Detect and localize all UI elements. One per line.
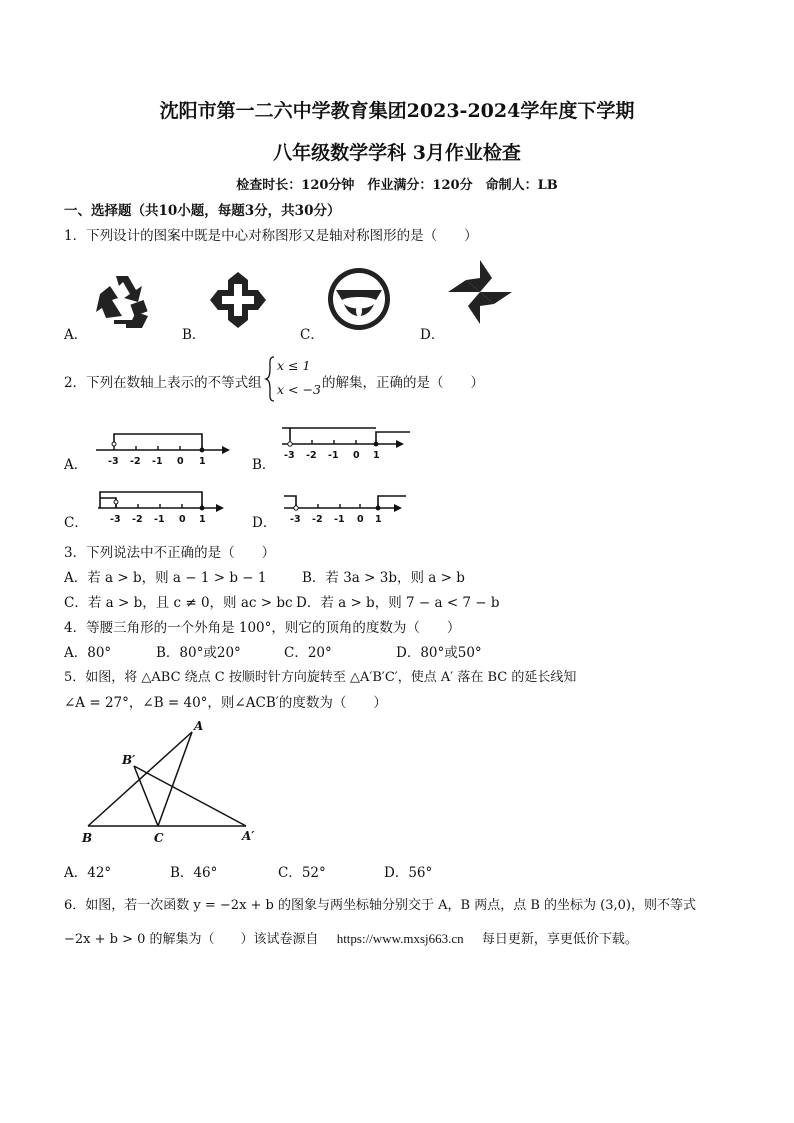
- question-4-stem: 4．等腰三角形的一个外角是 100°，则它的顶角的度数为（ ）: [64, 620, 461, 636]
- q5-option-d: D．56°: [384, 865, 433, 881]
- q4-option-b: B．80°或20°: [156, 645, 241, 661]
- q3-option-a: A．若 a > b，则 a − 1 > b − 1: [64, 570, 267, 586]
- q5-option-c: C．52°: [278, 865, 326, 881]
- number-line-b: [280, 420, 416, 466]
- system-inequality-2: x < −3: [277, 382, 321, 397]
- question-2-stem-post: 的解集，正确的是（ ）: [322, 375, 484, 391]
- q1-option-b: B．: [182, 327, 206, 343]
- number-line-c: [96, 484, 236, 530]
- q2-option-b: B．: [252, 457, 276, 473]
- page-subtitle: 八年级数学学科 3月作业检查: [273, 142, 521, 164]
- question-1-stem: 1．下列设计的图案中既是中心对称图形又是轴对称图形的是（ ）: [64, 228, 478, 244]
- source-url-link[interactable]: https://www.mxsj663.cn: [336, 931, 464, 946]
- question-3-stem: 3．下列说法中不正确的是（ ）: [64, 545, 276, 561]
- q1-option-a: A．: [64, 327, 88, 343]
- q2-option-d: D．: [252, 515, 277, 531]
- q4-option-d: D．80°或50°: [396, 645, 482, 661]
- section-heading: 一、选择题（共10小题，每题3分，共30分）: [64, 203, 341, 219]
- pinwheel-icon: [446, 258, 514, 326]
- recycle-icon: [92, 272, 152, 330]
- question-5-line-2: ∠A = 27°，∠B = 40°，则∠ACB′的度数为（ ）: [64, 695, 387, 711]
- system-brace: [265, 356, 275, 402]
- q5-option-b: B．46°: [170, 865, 218, 881]
- promo-text: 每日更新，享更低价下载。: [481, 932, 638, 947]
- tick-label: -2: [312, 514, 323, 525]
- tick-label: 1: [373, 450, 380, 461]
- triangle-rotation-figure: [80, 718, 270, 850]
- q5-option-a: A．42°: [64, 865, 112, 881]
- question-6-line-2-text: −2x + b > 0 的解集为（ ）该试卷源自: [64, 932, 319, 947]
- question-6-line-1: 6．如图，若一次函数 y = −2x + b 的图象与两坐标轴分别交于 A，B 两点，点 B 的坐标为 (3,0)，则不等式: [64, 898, 696, 913]
- point-label-c: C: [154, 831, 164, 845]
- tick-label: -3: [108, 456, 119, 467]
- tick-label: -3: [284, 450, 295, 461]
- tick-label: -3: [110, 514, 121, 525]
- number-line-d: [282, 484, 416, 530]
- q4-option-c: C．20°: [284, 645, 332, 661]
- q2-option-a: A．: [64, 457, 88, 473]
- tick-label: -2: [306, 450, 317, 461]
- tick-label: 0: [179, 514, 186, 525]
- point-label-a-prime: A′: [242, 829, 255, 843]
- circle-emblem-icon: [326, 266, 392, 332]
- q1-option-c: C．: [300, 327, 324, 343]
- tick-label: -2: [130, 456, 141, 467]
- q4-option-a: A．80°: [64, 645, 112, 661]
- tick-label: 1: [199, 456, 206, 467]
- tick-label: 0: [177, 456, 184, 467]
- tick-label: -1: [328, 450, 339, 461]
- page-title: 沈阳市第一二六中学教育集团2023-2024学年度下学期: [159, 100, 635, 122]
- tick-label: -1: [154, 514, 165, 525]
- tick-label: 0: [357, 514, 364, 525]
- question-2-stem-pre: 2．下列在数轴上表示的不等式组: [64, 375, 262, 391]
- tick-label: -2: [132, 514, 143, 525]
- tick-label: -1: [334, 514, 345, 525]
- q2-option-c: C．: [64, 515, 88, 531]
- point-label-b: B: [82, 831, 93, 845]
- q1-option-d: D．: [420, 327, 445, 343]
- q3-option-c: C．若 a > b，且 c ≠ 0，则 ac > bc: [64, 595, 293, 611]
- q3-option-d: D．若 a > b，则 7 − a < 7 − b: [296, 595, 500, 611]
- tick-label: 1: [375, 514, 382, 525]
- tick-label: -3: [290, 514, 301, 525]
- cross-flower-icon: [208, 270, 268, 330]
- q3-option-b: B．若 3a > 3b，则 a > b: [302, 570, 465, 586]
- number-line-a: [94, 426, 234, 472]
- tick-label: 1: [199, 514, 206, 525]
- point-label-b-prime: B′: [122, 753, 136, 767]
- point-label-a: A: [194, 719, 204, 733]
- question-6-line-2: [64, 928, 638, 947]
- tick-label: -1: [152, 456, 163, 467]
- exam-meta: 检查时长：120分钟 作业满分：120分 命制人：LB: [236, 178, 558, 193]
- question-5-line-1: 5．如图，将 △ABC 绕点 C 按顺时针方向旋转至 △A′B′C′，使点 A′ 落在 BC 的延长线知: [64, 670, 577, 685]
- tick-label: 0: [353, 450, 360, 461]
- system-inequality-1: x ≤ 1: [277, 358, 311, 373]
